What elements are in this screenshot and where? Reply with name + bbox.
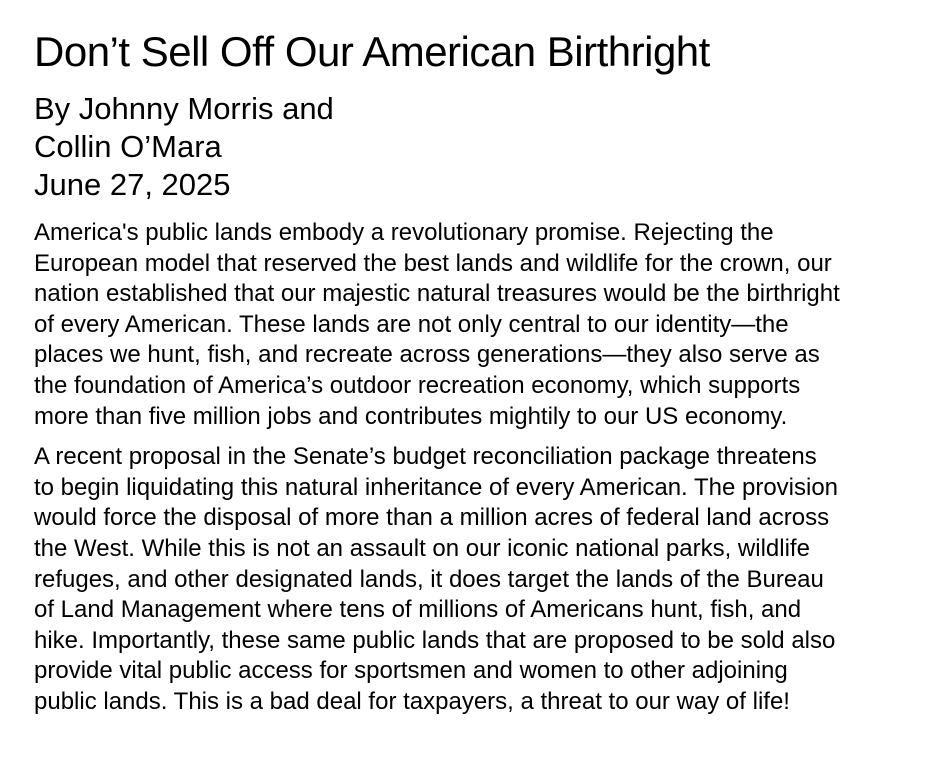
paragraph-line: European model that reserved the best lands and wildlife for the crown, our <box>34 249 832 277</box>
paragraph-line: places we hunt, fish, and recreate across generations—they also serve as <box>34 341 820 369</box>
paragraph-line: of every American. These lands are not only central to our identity—the <box>34 310 789 338</box>
paragraph-line: to begin liquidating this natural inheritance of every American. The provision <box>34 473 839 501</box>
paragraph-line: hike. Importantly, these same public lands that are proposed to be sold also <box>34 626 836 654</box>
byline-authors-line-1: By Johnny Morris and <box>34 91 334 126</box>
paragraph-line: more than five million jobs and contributes mightily to our US economy. <box>34 402 788 430</box>
publication-date: June 27, 2025 <box>34 167 231 202</box>
paragraph-1 <box>34 218 934 432</box>
paragraph-line: would force the disposal of more than a million acres of federal land across <box>34 504 830 532</box>
paragraph-line: of Land Management where tens of millions of Americans hunt, fish, and <box>34 596 802 624</box>
byline <box>34 90 934 204</box>
paragraph-2 <box>34 442 934 717</box>
paragraph-line: provide vital public access for sportsmen and women to other adjoining <box>34 657 788 685</box>
paragraph-line: nation established that our majestic natural treasures would be the birthright <box>34 280 840 308</box>
paragraph-line: A recent proposal in the Senate’s budget reconciliation package threatens <box>34 443 817 471</box>
paragraph-line: the foundation of America’s outdoor recreation economy, which supports <box>34 371 801 399</box>
article <box>34 0 934 718</box>
paragraph-line: public lands. This is a bad deal for taxpayers, a threat to our way of life! <box>34 687 790 715</box>
article-title: Don’t Sell Off Our American Birthright <box>34 28 710 75</box>
paragraph-line: refuges, and other designated lands, it does target the lands of the Bureau <box>34 565 824 593</box>
byline-authors-line-2: Collin O’Mara <box>34 129 222 164</box>
paragraph-line: the West. While this is not an assault on our iconic national parks, wildlife <box>34 534 810 562</box>
paragraph-line: America's public lands embody a revolutionary promise. Rejecting the <box>34 219 774 246</box>
